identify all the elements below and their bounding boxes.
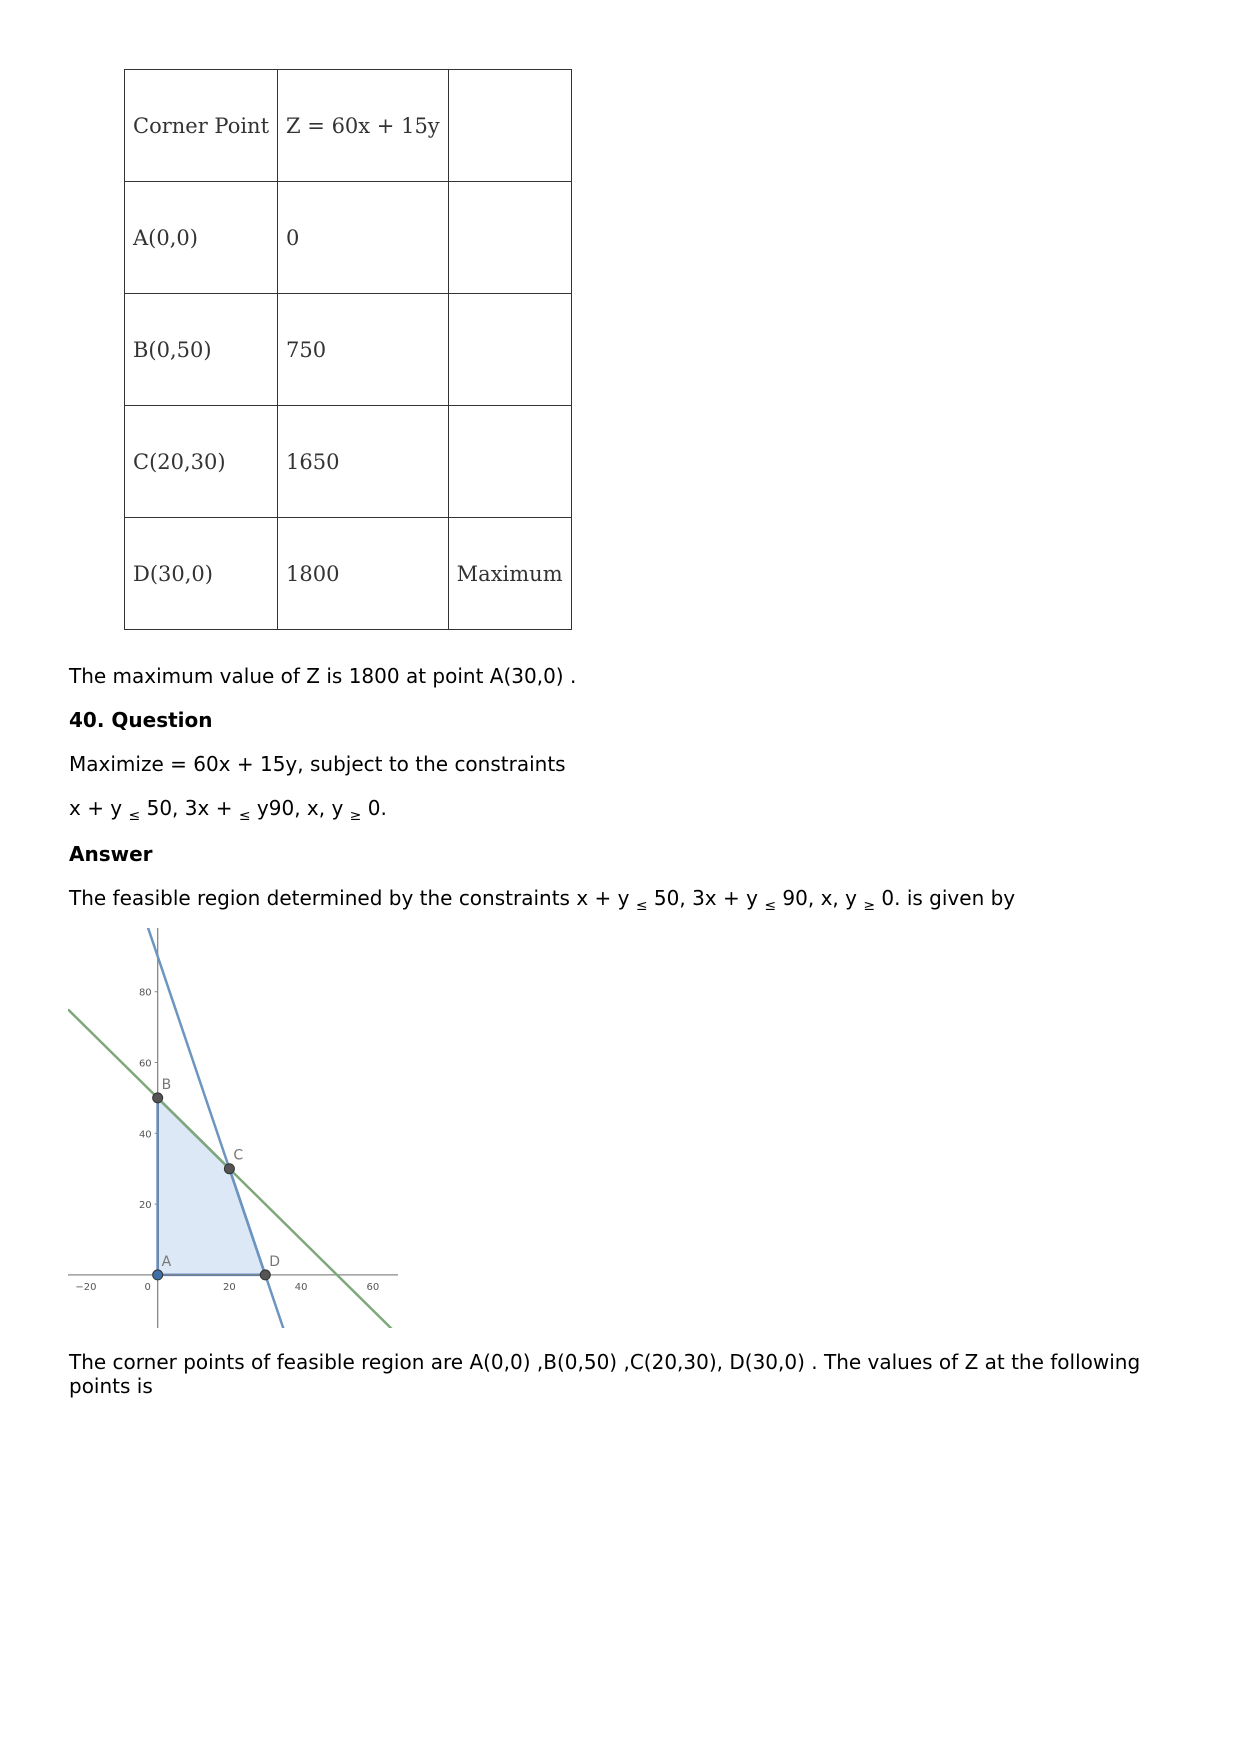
table-row	[125, 518, 572, 630]
constraints-text	[69, 796, 387, 823]
table-cell: 1650	[278, 406, 449, 518]
x-tick-label: 0	[144, 1281, 151, 1293]
table-cell	[448, 406, 571, 518]
table-header-cell	[448, 70, 571, 182]
x-tick-label: 60	[366, 1281, 380, 1293]
table-cell	[448, 294, 571, 406]
conclusion-text: The maximum value of Z is 1800 at point A(30,0) .	[69, 664, 577, 688]
leq-symbol: ≤	[635, 898, 648, 914]
x-tick-label: −20	[75, 1281, 97, 1293]
table-row	[125, 406, 572, 518]
table-header-cell: Z = 60x + 15y	[278, 70, 449, 182]
table-header-cell: Corner Point	[125, 70, 278, 182]
corner-points-text	[69, 1350, 1179, 1398]
corner-point-d	[260, 1270, 270, 1280]
text-span: x + y	[69, 796, 123, 820]
table-cell: B(0,50)	[125, 294, 278, 406]
table-header-row	[125, 70, 572, 182]
question-heading: 40. Question	[69, 708, 213, 732]
leq-symbol: ≤	[128, 808, 141, 824]
feasible-region-polygon	[158, 1098, 266, 1275]
text-span: 0.	[361, 796, 387, 820]
corner-point-label: C	[233, 1147, 244, 1164]
table-cell: Maximum	[448, 518, 571, 630]
text-span: 90, x, y	[776, 886, 864, 910]
table-cell: 0	[278, 182, 449, 294]
table-cell: A(0,0)	[125, 182, 278, 294]
y-tick-label: 60	[138, 1058, 152, 1070]
table-cell: 1800	[278, 518, 449, 630]
leq-symbol: ≤	[764, 898, 777, 914]
geq-symbol: ≥	[863, 898, 876, 914]
text-span: 50, 3x + y	[647, 886, 765, 910]
table-cell	[448, 182, 571, 294]
answer-heading: Answer	[69, 842, 153, 866]
x-tick-label: 20	[223, 1281, 236, 1293]
text-span: y90, x, y	[250, 796, 350, 820]
corner-point-table	[124, 69, 572, 630]
y-tick-label: 20	[138, 1200, 152, 1212]
corner-point-label: B	[161, 1076, 172, 1093]
table-cell: D(30,0)	[125, 518, 278, 630]
geq-symbol: ≥	[349, 808, 362, 824]
table-row	[125, 294, 572, 406]
corner-point-a	[153, 1270, 163, 1280]
corner-point-c	[224, 1164, 234, 1174]
text-span: 50, 3x +	[140, 796, 239, 820]
answer-intro	[69, 886, 1015, 913]
table-row	[125, 182, 572, 294]
x-tick-label: 40	[294, 1281, 308, 1293]
leq-symbol: ≤	[238, 808, 251, 824]
table-cell: C(20,30)	[125, 406, 278, 518]
question-text: Maximize = 60x + 15y, subject to the constraints	[69, 752, 566, 776]
text-span: The feasible region determined by the constraints x + y	[69, 886, 636, 910]
corner-point-label: A	[161, 1253, 172, 1270]
feasible-region-graph	[68, 928, 398, 1328]
text-span: The corner points of feasible region are A(0,0) ,B(0,50) ,C(20,30), D(30,0) . The values of Z at the following	[69, 1350, 1141, 1374]
corner-point-b	[153, 1093, 163, 1103]
text-span: points is	[69, 1374, 153, 1398]
text-span: 0. is given by	[875, 886, 1016, 910]
y-tick-label: 80	[138, 987, 152, 999]
y-tick-label: 40	[138, 1129, 152, 1141]
corner-point-label: D	[269, 1253, 281, 1270]
table-cell: 750	[278, 294, 449, 406]
